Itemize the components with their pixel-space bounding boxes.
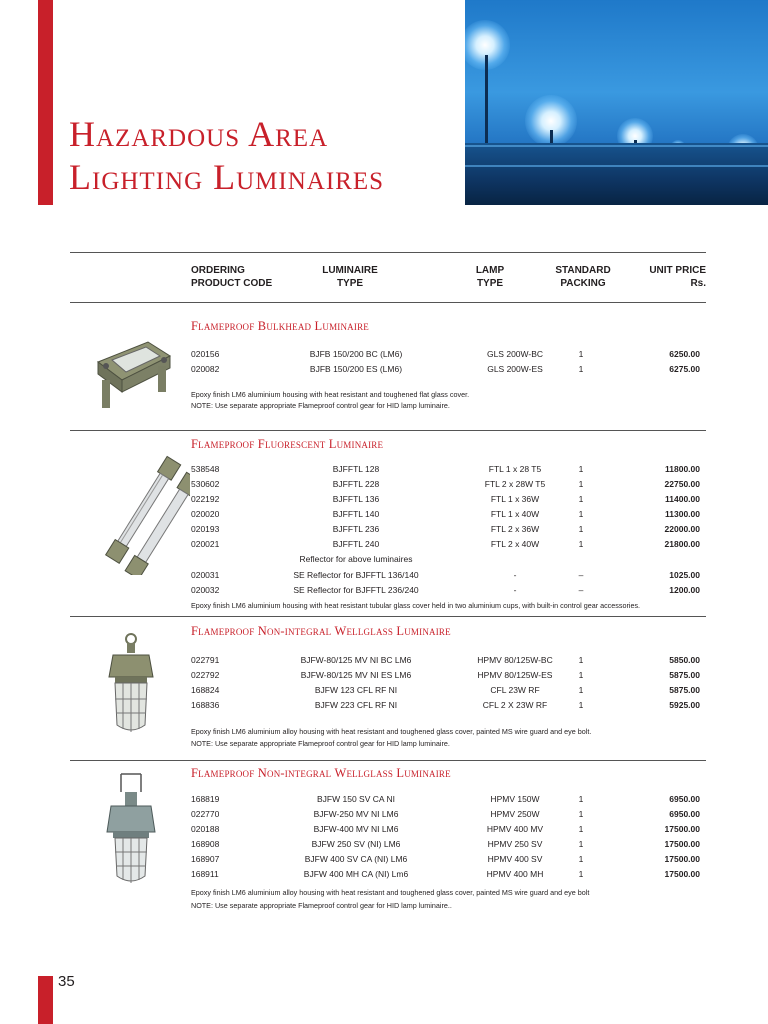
section-title-fluorescent: Flameproof Fluorescent Luminaire: [191, 437, 384, 451]
section-title-wellglass-1: Flameproof Non-integral Wellglass Luminaire: [191, 624, 451, 638]
page-number: 35: [58, 973, 75, 990]
table-row: 020082 BJFB 150/200 ES (LM6) GLS 200W-ES 1 6275.00: [191, 364, 700, 374]
section-note: Epoxy finish LM6 aluminium alloy housing with heat resistant and toughened glass cover, painted MS wire guard and eye bolt: [191, 888, 590, 897]
table-row: 020032 SE Reflector for BJFFTL 236/240 - – 1200.00: [191, 585, 700, 595]
bulkhead-luminaire-image: [88, 322, 178, 412]
header-rule-top: [70, 252, 706, 253]
table-row: 020188 BJFW-400 MV NI LM6 HPMV 400 MV 1 17500.00: [191, 824, 700, 834]
table-row: 168907 BJFW 400 SV CA (NI) LM6 HPMV 400 SV 1 17500.00: [191, 854, 700, 864]
top-accent-bar: [38, 0, 53, 205]
table-row: 168911 BJFW 400 MH CA (NI) Lm6 HPMV 400 MH 1 17500.00: [191, 869, 700, 879]
table-row: 022791 BJFW-80/125 MV NI BC LM6 HPMV 80/125W-BC 1 5850.00: [191, 655, 700, 665]
section-title-wellglass-2: Flameproof Non-integral Wellglass Luminaire: [191, 766, 451, 780]
section-note: Epoxy finish LM6 aluminium housing with heat resistant and toughened flat glass cover.: [191, 390, 470, 399]
section-note: Epoxy finish LM6 aluminium alloy housing with heat resistant and toughened glass cover, painted MS wire guard and eye bolt.: [191, 727, 592, 736]
table-row: 020156 BJFB 150/200 BC (LM6) GLS 200W-BC 1 6250.00: [191, 349, 700, 359]
table-row: 168824 BJFW 123 CFL RF NI CFL 23W RF 1 5875.00: [191, 685, 700, 695]
table-row: 168836 BJFW 223 CFL RF NI CFL 2 X 23W RF 1 5925.00: [191, 700, 700, 710]
section-note: NOTE: Use separate appropriate Flameproof control gear for HID lamp luminaire..: [191, 901, 452, 910]
table-row: 022770 BJFW-250 MV NI LM6 HPMV 250W 1 6950.00: [191, 809, 700, 819]
table-row-subheading: Reflector for above luminaires: [299, 554, 413, 564]
table-row: 022792 BJFW-80/125 MV NI ES LM6 HPMV 80/125W-ES 1 5875.00: [191, 670, 700, 680]
page-title: [69, 113, 384, 199]
table-row: 020193 BJFFTL 236 FTL 2 x 36W 1 22000.00: [191, 524, 700, 534]
table-row: 020021 BJFFTL 240 FTL 2 x 40W 1 21800.00: [191, 539, 700, 549]
header-rule-bottom: [70, 302, 706, 303]
header-luminaire-type: LUMINAIRE TYPE: [322, 265, 378, 289]
table-row: 022192 BJFFTL 136 FTL 1 x 36W 1 11400.00: [191, 494, 700, 504]
table-row: 020020 BJFFTL 140 FTL 1 x 40W 1 11300.00: [191, 509, 700, 519]
header-photo-night-lights: [465, 0, 768, 205]
section-title-bulkhead: Flameproof Bulkhead Luminaire: [191, 319, 369, 333]
table-row: 168819 BJFW 150 SV CA NI HPMV 150W 1 6950.00: [191, 794, 700, 804]
wellglass-luminaire-image-2: [103, 772, 159, 890]
table-row: 020031 SE Reflector for BJFFTL 136/140 - – 1025.00: [191, 570, 700, 580]
fluorescent-luminaire-image: [90, 455, 190, 575]
table-row: 168908 BJFW 250 SV (NI) LM6 HPMV 250 SV 1 17500.00: [191, 839, 700, 849]
section-note: NOTE: Use separate appropriate Flameproof control gear for HID lamp luminaire.: [191, 401, 450, 410]
table-row: 530602 BJFFTL 228 FTL 2 x 28W T5 1 22750.00: [191, 479, 700, 489]
header-unit-price: UNIT PRICE Rs.: [649, 265, 706, 289]
wellglass-luminaire-image-1: [103, 633, 159, 738]
section-note: NOTE: Use separate appropriate Flameproof control gear for HID lamp luminaire.: [191, 739, 450, 748]
section-note: Epoxy finish LM6 aluminium housing with heat resistant tubular glass cover held in two aluminium cups, with built-in control gear accessories.: [191, 601, 641, 610]
header-lamp-type: LAMP TYPE: [475, 265, 505, 289]
header-product-code: ORDERING PRODUCT CODE: [191, 265, 273, 289]
section-divider: [70, 760, 706, 761]
section-divider: [70, 616, 706, 617]
title-line-1: Hazardous Area: [69, 114, 329, 154]
table-row: 538548 BJFFTL 128 FTL 1 x 28 T5 1 11800.00: [191, 464, 700, 474]
header-standard-packing: STANDARD PACKING: [555, 265, 611, 289]
title-line-2: Lighting Luminaires: [69, 157, 385, 197]
section-divider: [70, 430, 706, 431]
bottom-accent-bar: [38, 976, 53, 1024]
